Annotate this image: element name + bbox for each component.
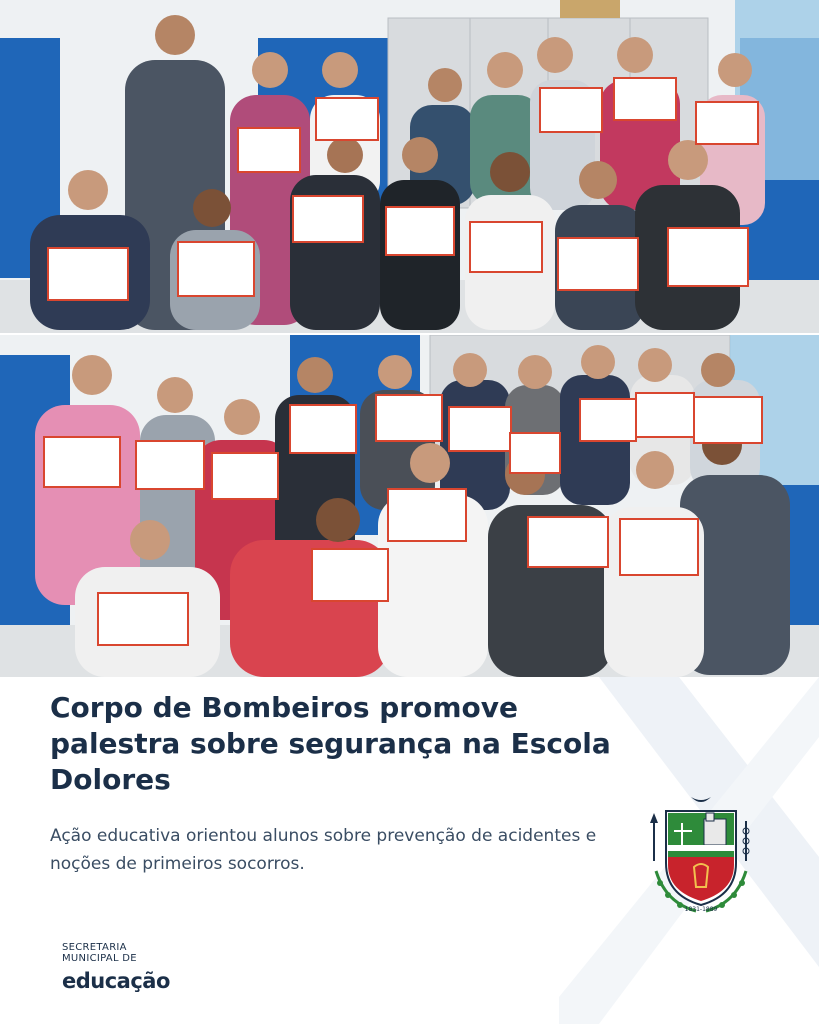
logo-line-3: educação [62, 969, 170, 993]
crest-years: 1831-1889 [684, 906, 718, 913]
logo-line-2: MUNICIPAL DE [62, 953, 137, 964]
subtitle: Ação educativa orientou alunos sobre prevenção de acidentes e noções de primeiros socorros. [50, 826, 597, 874]
top-group-photo [0, 0, 819, 333]
top-photo-illustration [0, 0, 819, 333]
headline: Corpo de Bombeiros promove palestra sobre segurança na Escola Dolores [50, 691, 611, 796]
logo-line-1: SECRETARIA [62, 942, 127, 953]
bottom-photo-illustration [0, 335, 819, 677]
bottom-group-photo [0, 335, 819, 677]
municipal-coat-of-arms-icon [646, 793, 756, 918]
secretaria-educacao-logo [62, 942, 202, 994]
